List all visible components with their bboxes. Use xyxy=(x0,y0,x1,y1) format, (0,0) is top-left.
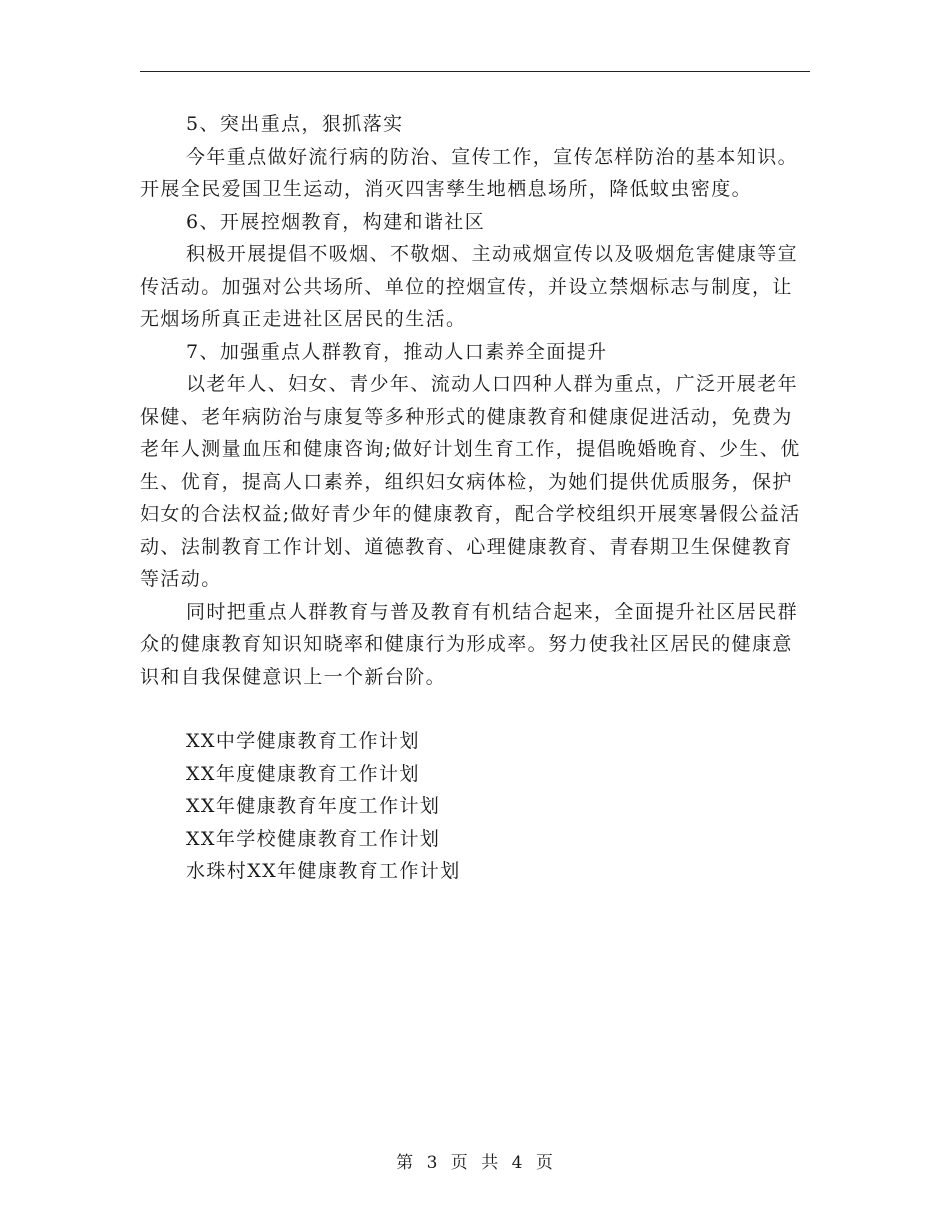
heading-5: 5、突出重点，狠抓落实 xyxy=(186,113,404,135)
related-link[interactable]: XX年学校健康教育工作计划 xyxy=(186,827,441,850)
paragraph-smoking: 积极开展提倡不吸烟、不敬烟、主动戒烟宣传以及吸烟危害健康等宣传活动。加强对公共场所、单位的控烟宣传，并设立禁烟标志与制度，让无烟场所真正走进社区居民的生活。 xyxy=(140,243,799,330)
related-link[interactable]: 水珠村XX年健康教育工作计划 xyxy=(186,860,461,882)
header-rule xyxy=(140,71,810,72)
page-number: 第 3 页 共 4 页 xyxy=(396,1153,554,1173)
paragraph-conclusion: 同时把重点人群教育与普及教育有机结合起来，全面提升社区居民群众的健康教育知识知晓率和健康行为形成率。努力使我社区居民的健康意识和自我保健意识上一个新台阶。 xyxy=(140,600,799,688)
related-link[interactable]: XX年度健康教育工作计划 xyxy=(186,762,420,785)
paragraph-key-groups: 以老年人、妇女、青少年、流动人口四种人群为重点，广泛开展老年保健、老年病防治与康复等多种形式的健康教育和健康促进活动，免费为老年人测量血压和健康咨询;做好计划生育工作，提倡晚婚晚育、少生、优生、优育，提高人口素养，组织妇女病体检，为她们提供优质服务，保护妇女的合法权益;做好青少年的健康教育，配合学校组织开展寒暑假公益活动、法制教育工作计划、道德教育、心理健康教育、青春期卫生保健教育等活动。 xyxy=(140,373,801,590)
document-body xyxy=(140,108,812,888)
related-links xyxy=(140,725,812,888)
heading-7: 7、加强重点人群教育，推动人口素养全面提升 xyxy=(186,340,608,363)
related-link[interactable]: XX中学健康教育工作计划 xyxy=(186,730,420,752)
related-link[interactable]: XX年健康教育年度工作计划 xyxy=(186,795,441,817)
heading-6: 6、开展控烟教育，构建和谐社区 xyxy=(186,210,486,233)
paragraph-epidemic: 今年重点做好流行病的防治、宣传工作，宣传怎样防治的基本知识。开展全民爱国卫生运动，消灭四害孳生地栖息场所，降低蚊虫密度。 xyxy=(140,145,799,200)
